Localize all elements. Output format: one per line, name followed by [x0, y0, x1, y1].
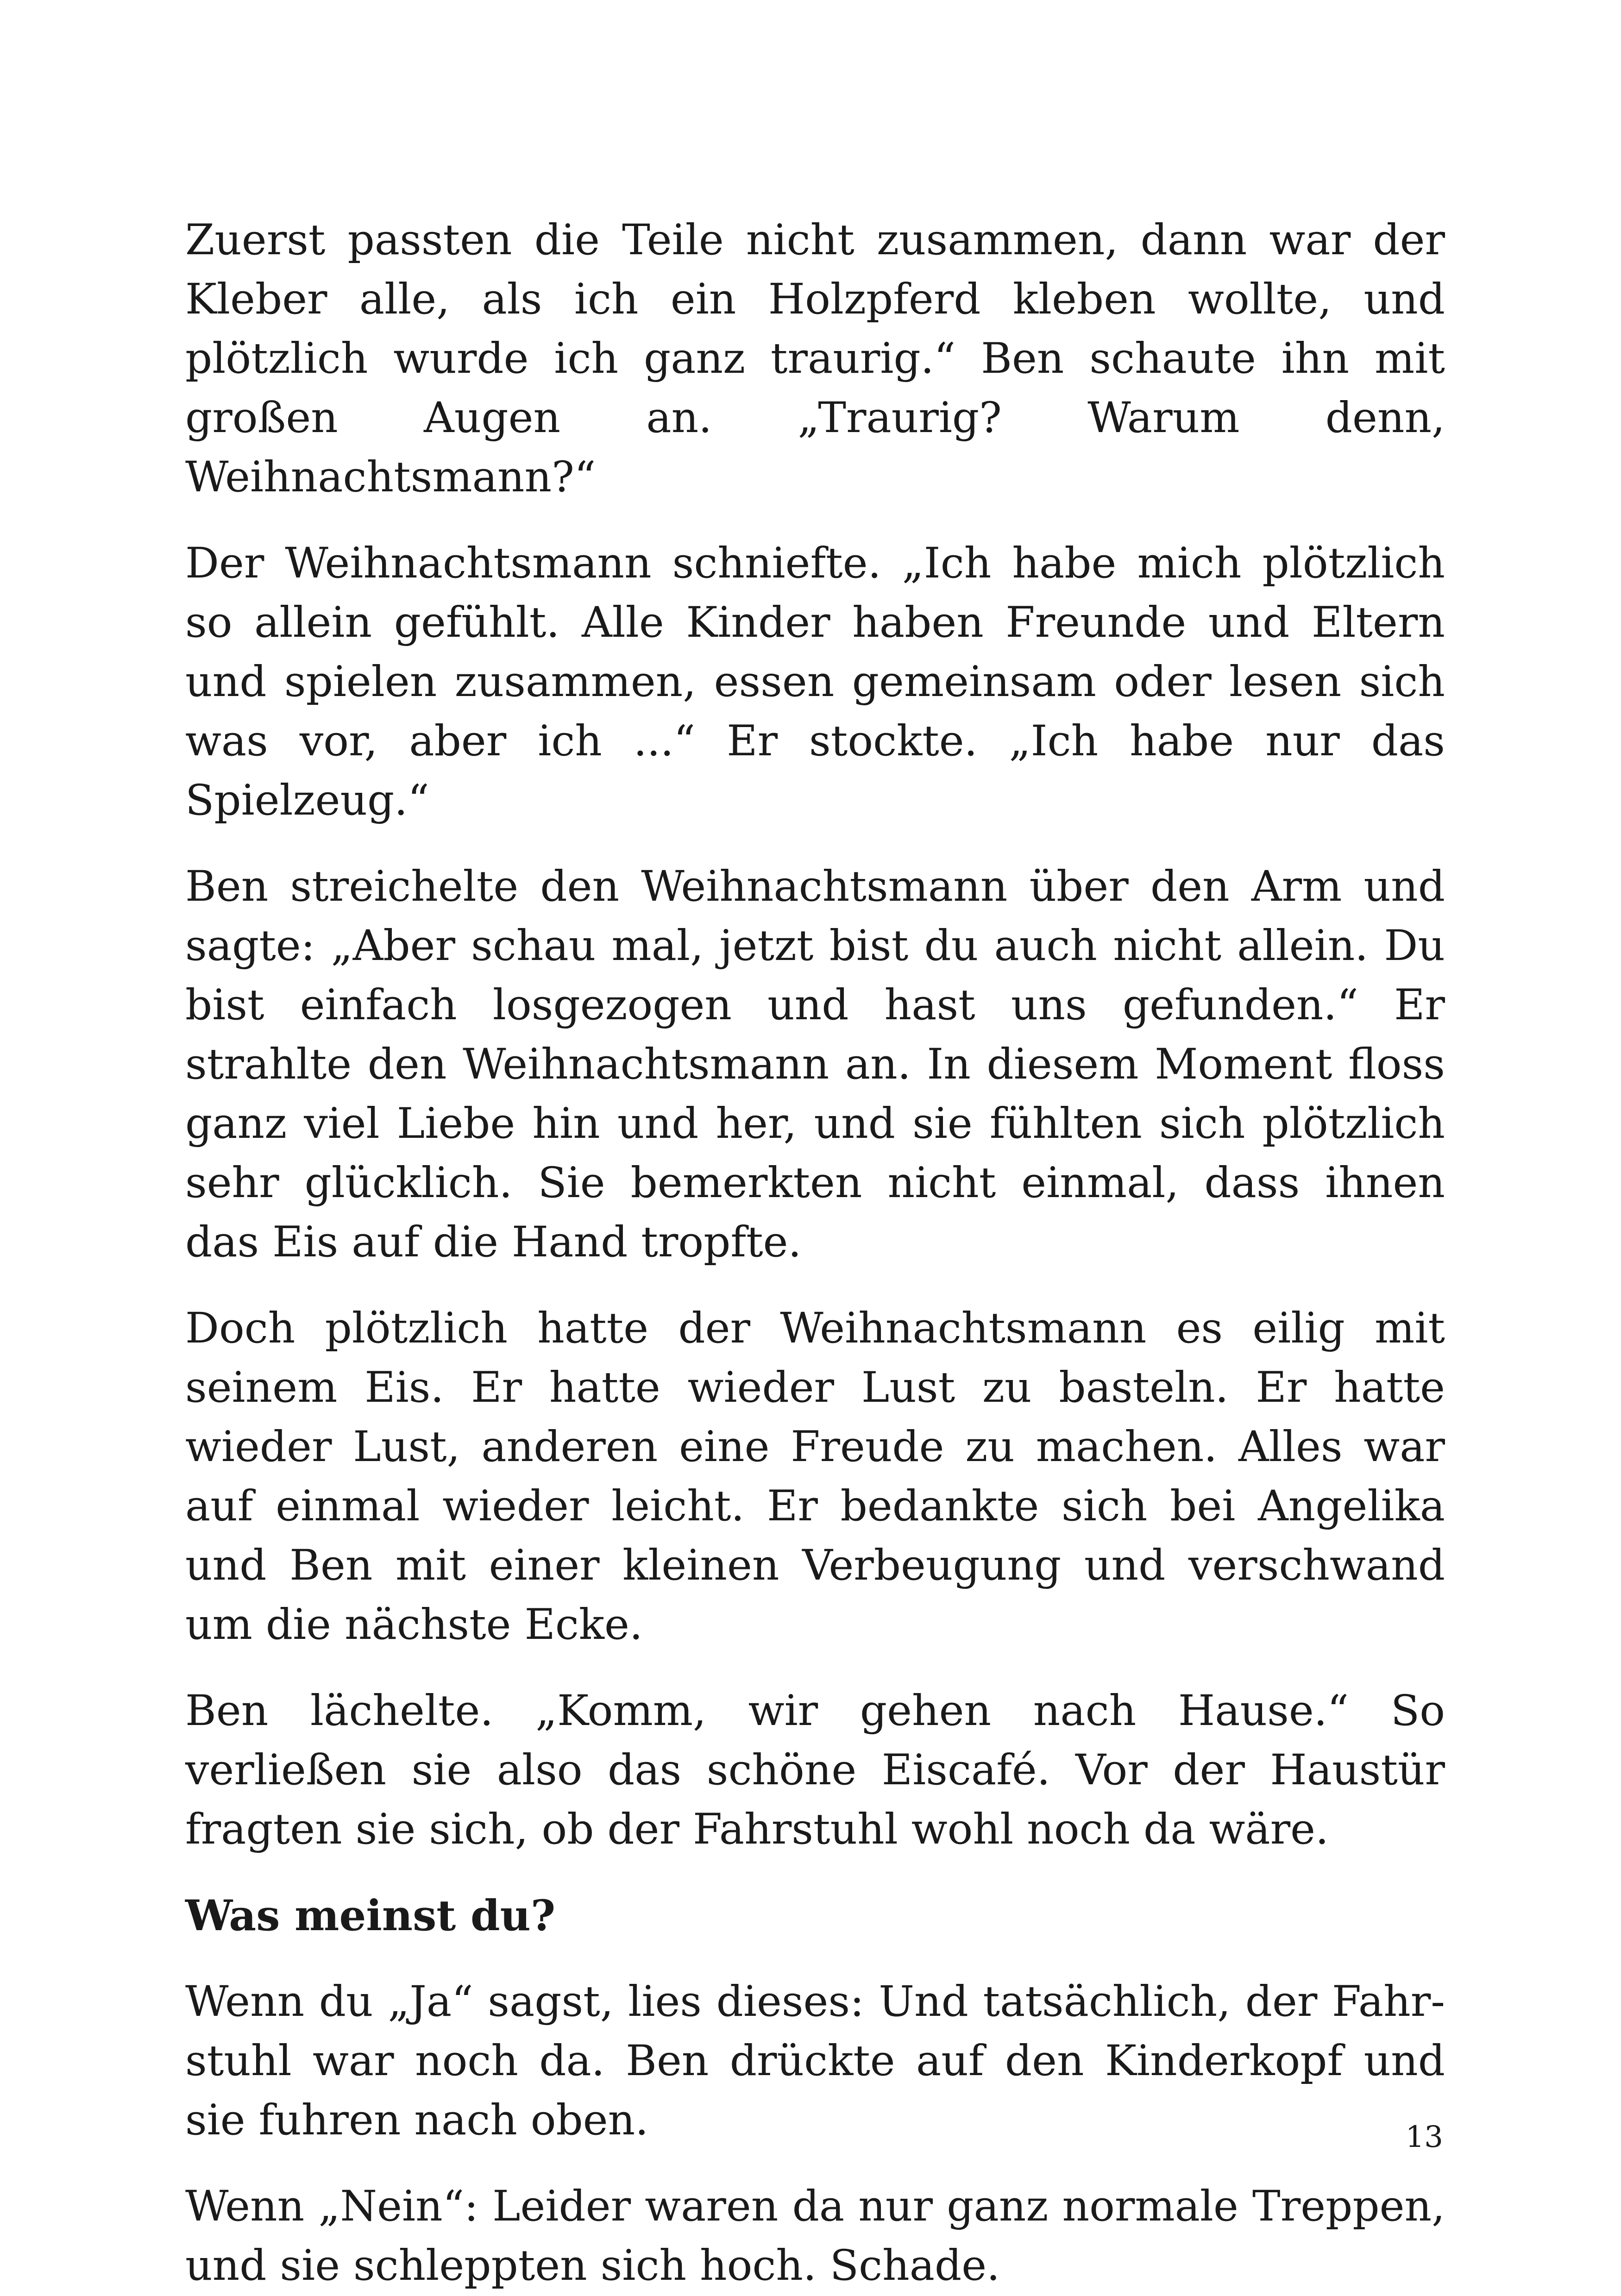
page-number: 13 — [1405, 2120, 1443, 2154]
question-heading: Was meinst du? — [185, 1891, 556, 1940]
answer-yes-paragraph: Wenn du „Ja“ sagst, lies dieses: Und tatsächlich, der Fahrstuhl war noch da. Ben drückte auf den Kinderkopf und sie fuhren nach oben. — [185, 1977, 1445, 2145]
paragraph: Ben streichelte den Weihnachtsmann über den Arm und sagte: „Aber schau mal, jetzt bist du auch nicht allein. Du bist einfach losgezogen und hast uns gefunden.“ Er strahlte den Weihnachtsmann an. In diesem Moment floss ganz viel Liebe hin und her, und sie fühlten sich plötzlich sehr glücklich. Sie bemerkten nicht einmal, dass ihnen das Eis auf die Hand tropfte. — [185, 862, 1445, 1267]
body-text — [185, 211, 1445, 2296]
paragraph: Der Weihnachtsmann schniefte. „Ich habe mich plötzlich so allein gefühlt. Alle Kinder haben Freunde und Eltern und spielen zusammen, essen gemeinsam oder lesen sich was vor, aber ich ...“ Er stockte. „Ich habe nur das Spielzeug.“ — [185, 539, 1445, 825]
paragraph: Ben lächelte. „Komm, wir gehen nach Hause.“ So verließen sie also das schöne Eiscafé. Vor der Haustür fragten sie sich, ob der Fahrstuhl wohl noch da wäre. — [185, 1687, 1445, 1854]
paragraph: Zuerst passten die Teile nicht zusammen, dann war der Kleber alle, als ich ein Holzpferd kleben wollte, und plötzlich wurde ich ganz traurig.“ Ben schaute ihn mit großen Augen an. „Traurig? Warum denn, Weihnachtsmann?“ — [185, 216, 1445, 502]
paragraph: Doch plötzlich hatte der Weihnachtsmann es eilig mit seinem Eis. Er hatte wieder Lust zu basteln. Er hatte wieder Lust, anderen eine Freude zu machen. Alles war auf einmal wieder leicht. Er bedankte sich bei Angelika und Ben mit einer kleinen Verbeugung und verschwand um die nächste Ecke. — [185, 1304, 1445, 1649]
answer-no-paragraph: Wenn „Nein“: Leider waren da nur ganz normale Treppen, und sie schleppten sich hoch. Schade. — [185, 2182, 1445, 2290]
